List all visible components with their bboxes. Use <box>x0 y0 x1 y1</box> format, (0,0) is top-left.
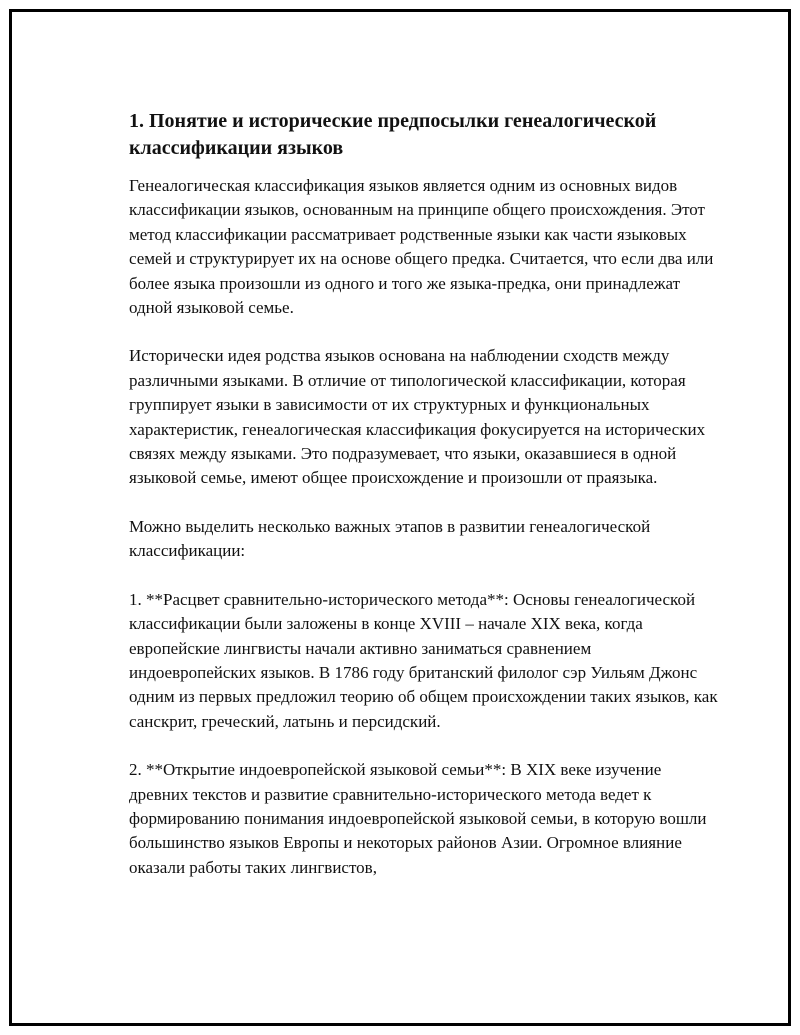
document-title: 1. Понятие и исторические предпосылки генеалогической классификации языков <box>129 110 657 159</box>
document-content <box>129 108 719 904</box>
paragraph-stage-2: 2. **Открытие индоевропейской языковой семьи**: В XIX веке изучение древних текстов и развитие сравнительно-исторического метода ведет к формированию понимания индоевропейской языковой семьи, в которую вошли большинство языков Европы и некоторых районов Азии. Огромное влияние оказали работы таких лингвистов, <box>129 760 707 877</box>
document-page <box>9 9 791 1026</box>
paragraph-stages-intro: Можно выделить несколько важных этапов в развитии генеалогической классификации: <box>129 516 651 561</box>
paragraph-intro: Генеалогическая классификация языков является одним из основных видов классификации языков, основанным на принципе общего происхождения. Этот метод классификации рассматривает родственные языки как части языковых семей и структурирует их на основе общего предка. Считается, что если два или более языка произошли из одного и того же языка-предка, они принадлежат одной языковой семье. <box>129 176 714 318</box>
paragraph-history: Исторически идея родства языков основана на наблюдении сходств между различными языками. В отличие от типологической классификации, которая группирует языки в зависимости от их структурных и функциональных характеристик, генеалогическая классификация фокусируется на исторических связях между языками. Это подразумевает, что языки, оказавшиеся в одной языковой семье, имеют общее происхождение и произошли от праязыка. <box>129 346 706 488</box>
paragraph-stage-1: 1. **Расцвет сравнительно-исторического метода**: Основы генеалогической классификации были заложены в конце XVIII – начале XIX века, когда европейские лингвисты начали активно заниматься сравнением индоевропейских языков. В 1786 году британский филолог сэр Уильям Джонс одним из первых предложил теорию об общем происхождении таких языков, как санскрит, греческий, латынь и персидский. <box>129 589 718 731</box>
